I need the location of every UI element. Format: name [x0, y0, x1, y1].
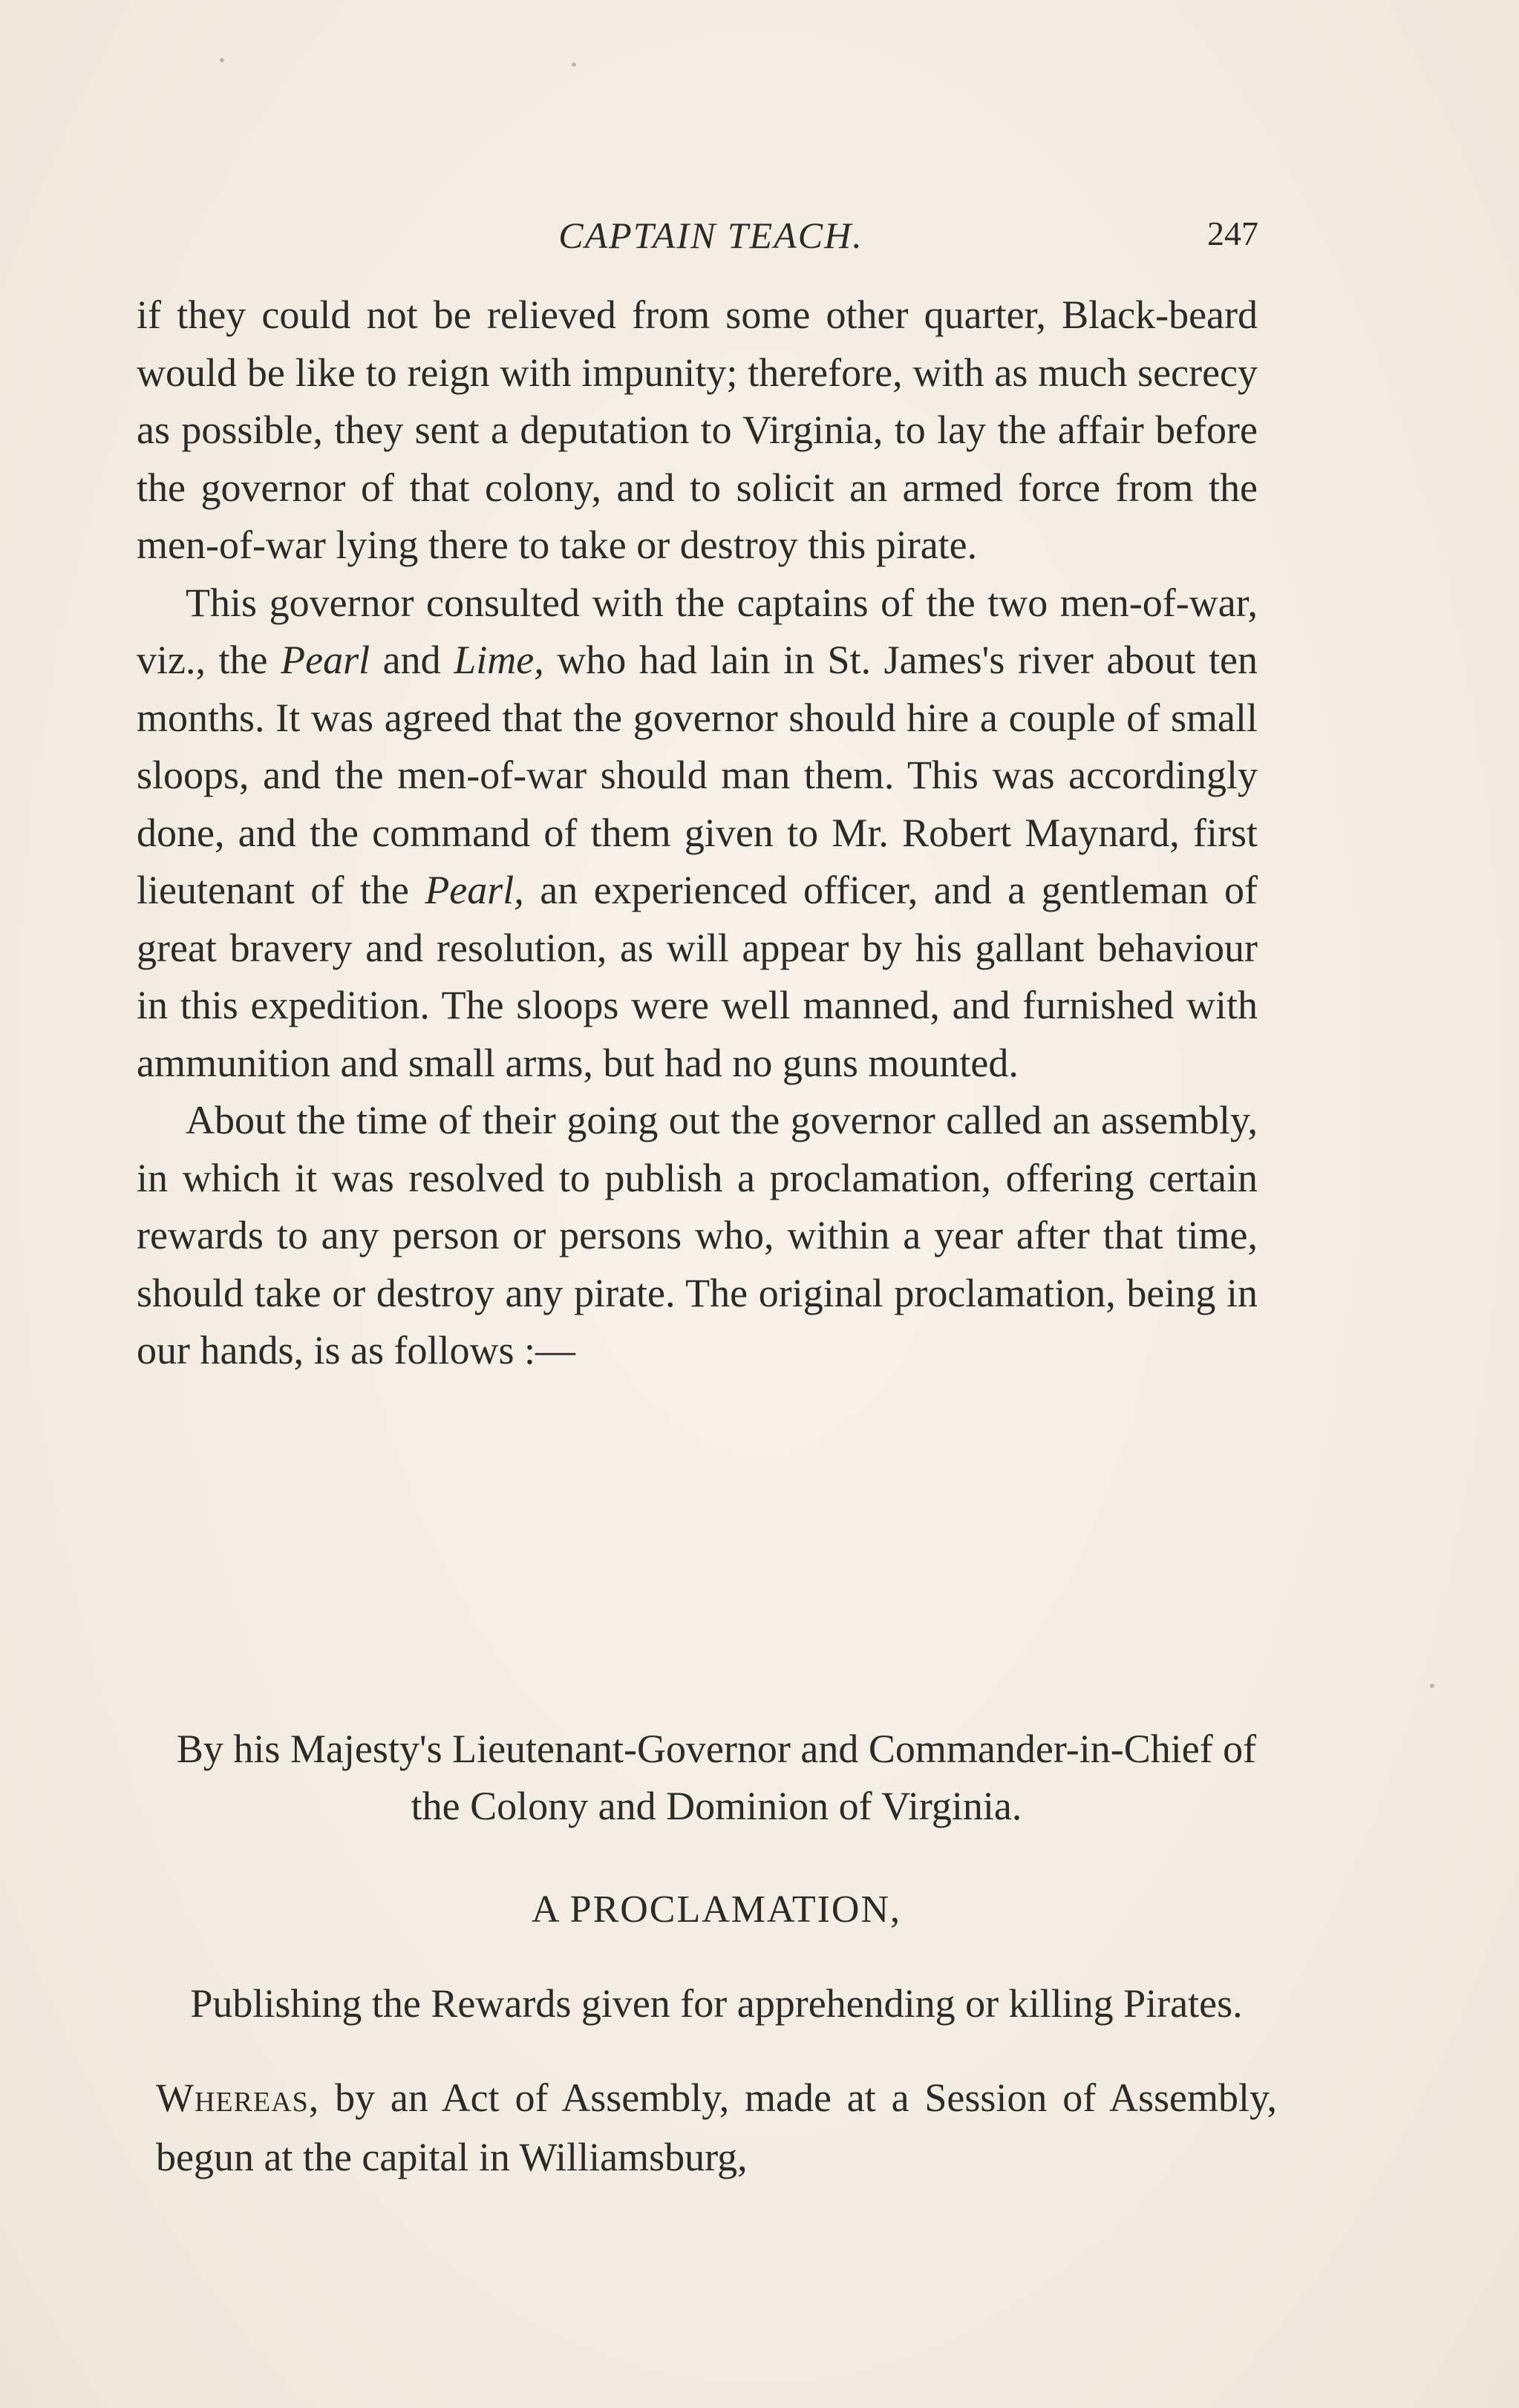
- page-header: [134, 214, 1258, 258]
- paragraph-governor-consulted: [137, 575, 1258, 1093]
- proclamation-title: A PROCLAMATION,: [531, 1888, 902, 1931]
- ship-name-lime: Lime,: [454, 638, 544, 682]
- paper-speck: [220, 58, 224, 62]
- text-run: by an Act of Assembly, made at a Session of Assembly, begun at the capital in Williamsburg,: [156, 2075, 1277, 2179]
- paper-speck: [1430, 1684, 1434, 1688]
- paper-speck: [572, 62, 576, 67]
- ship-name-pearl: Pearl,: [425, 868, 524, 912]
- running-head: CAPTAIN TEACH.: [558, 215, 863, 256]
- text-run: who had lain in St. James's river about ten months. It was agreed that the governor should hire a couple of small sloops, and the men-of-war should man them. This was accordingly done, and the command of them given to Mr. Robert Maynard, first lieutenant of the: [137, 638, 1258, 912]
- text-run: This governor consulted with the captains of the two men-of-war, viz., the: [137, 580, 1258, 682]
- page-number: 247: [1207, 215, 1258, 252]
- proclamation-authority: By his Majesty's Lieutenant-Governor and Commander-in-Chief of the Colony and Dominion of Virginia.: [176, 1727, 1257, 1828]
- proclamation: [156, 1721, 1277, 2187]
- body-text: [137, 287, 1258, 1380]
- opening-word: Whereas,: [156, 2075, 320, 2120]
- ship-name-pearl: Pearl: [281, 638, 370, 682]
- text-run: and: [370, 638, 454, 682]
- paragraph-assembly: About the time of their going out the governor called an assembly, in which it was resolved to publish a proclamation, offering certain rewards to any person or persons who, within a year after that time, should take or destroy any pirate. The original proclamation, being in our hands, is as follows :—: [137, 1098, 1258, 1373]
- text-run: an experienced officer, and a gentleman of great bravery and resolution, as will appear by his gallant behaviour in this expedition. The sloops were well manned, and furnished with ammunition and small arms, but had no guns mounted.: [137, 868, 1258, 1085]
- paragraph-continuation: if they could not be relieved from some other quarter, Black-beard would be like to reign with impunity; therefore, with as much secrecy as possible, they sent a deputation to Virginia, to lay the affair before the governor of that colony, and to solicit an armed force from the men-of-war lying there to take or destroy this pirate.: [137, 292, 1258, 567]
- proclamation-subtitle: Publishing the Rewards given for apprehending or killing Pirates.: [190, 1981, 1243, 2026]
- proclamation-opening: [156, 2068, 1277, 2187]
